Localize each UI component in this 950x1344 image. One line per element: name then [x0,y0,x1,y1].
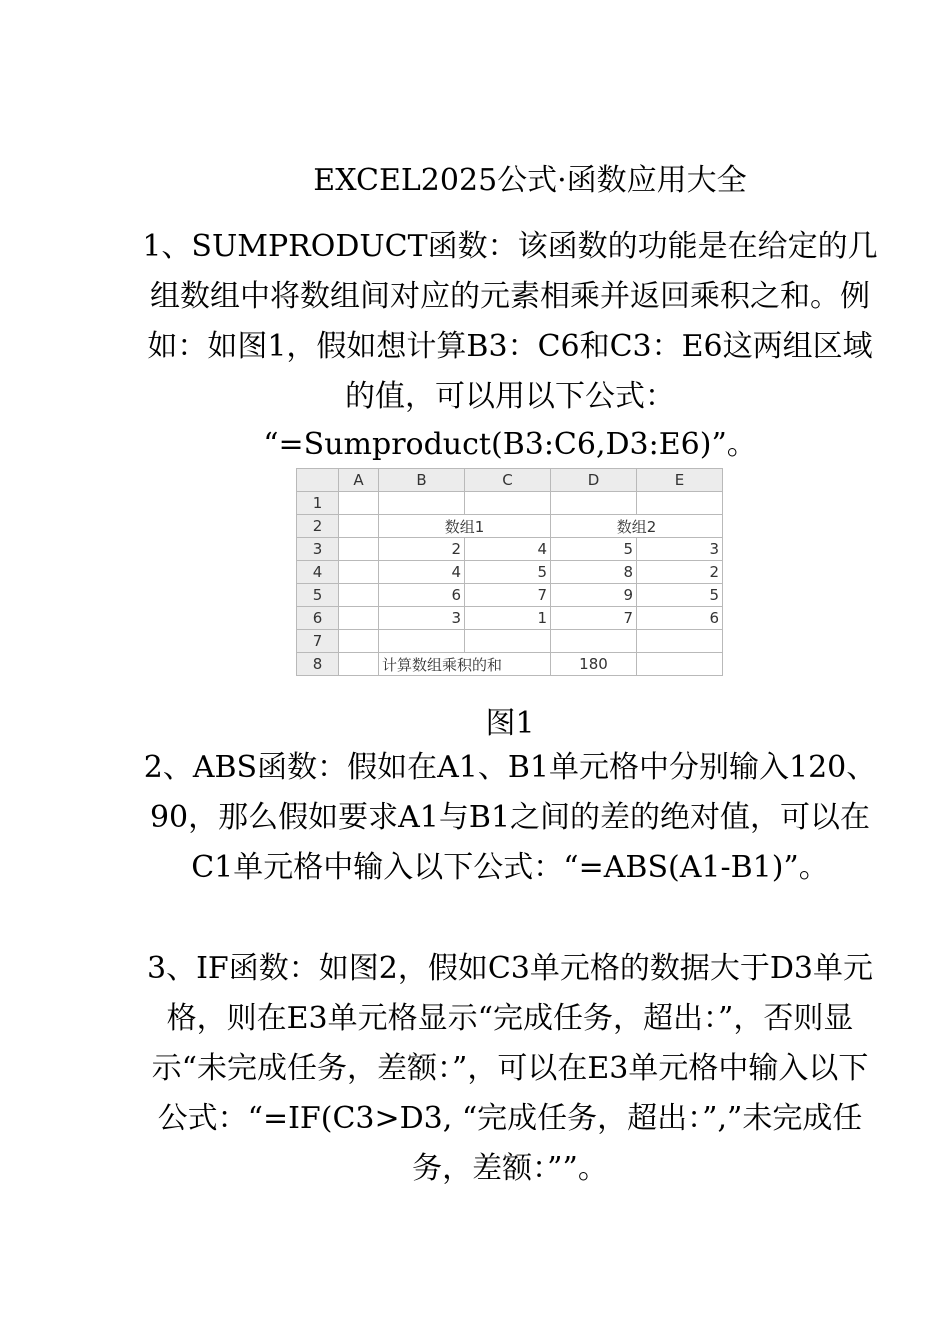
cell [379,492,465,515]
cell [339,630,379,653]
cell [339,584,379,607]
cell: 5 [465,561,551,584]
table-row [297,538,723,561]
if-paragraph: 3、IF函数：如图2，假如C3单元格的数据大于D3单元格，则在E3单元格显示“完成任务，超出：”，否则显示“未完成任务，差额：”，可以在E3单元格中输入以下公式：“=IF(C3>D3, “完成任务，超出：”,”未完成任务，差额：””。 [146,951,874,1186]
cell: 7 [465,584,551,607]
row-number: 1 [297,492,339,515]
group2-label: 数组2 [551,515,723,538]
cell [637,653,723,676]
row-number: 4 [297,561,339,584]
cell [551,630,637,653]
cell [379,630,465,653]
document-title: EXCEL2025公式·函数应用大全 [313,163,747,198]
result-value: 180 [551,653,637,676]
corner-cell [297,469,339,492]
row-number: 6 [297,607,339,630]
cell: 2 [379,538,465,561]
table-row [297,584,723,607]
cell [637,492,723,515]
sumproduct-formula: “=Sumproduct(B3:C6,D3:E6)”。 [263,427,757,462]
row-number: 5 [297,584,339,607]
row-number: 2 [297,515,339,538]
cell [339,538,379,561]
figure-caption: 图1 [485,706,535,741]
cell: 2 [637,561,723,584]
table-row [297,561,723,584]
table-row [297,515,723,538]
column-header: B [379,469,465,492]
group1-label: 数组1 [379,515,551,538]
cell: 9 [551,584,637,607]
cell [339,561,379,584]
cell: 6 [637,607,723,630]
cell [637,630,723,653]
cell: 5 [637,584,723,607]
column-header: C [465,469,551,492]
table-row [297,653,723,676]
table-row [297,630,723,653]
sumproduct-paragraph: 1、SUMPRODUCT函数：该函数的功能是在给定的几组数组中将数组间对应的元素相乘并返回乘积之和。例如：如图1，假如想计算B3：C6和C3：E6这两组区域的值，可以用以下公式： [142,229,878,414]
cell: 3 [379,607,465,630]
column-header-row [297,469,723,492]
cell [465,492,551,515]
cell: 1 [465,607,551,630]
column-header: A [339,469,379,492]
cell [339,607,379,630]
result-label: 计算数组乘积的和 [379,653,551,676]
cell: 5 [551,538,637,561]
cell: 6 [379,584,465,607]
cell: 4 [465,538,551,561]
cell: 3 [637,538,723,561]
cell [465,630,551,653]
column-header: D [551,469,637,492]
table-row [297,607,723,630]
table-row [297,492,723,515]
cell: 8 [551,561,637,584]
abs-paragraph: 2、ABS函数：假如在A1、B1单元格中分别输入120、90，那么假如要求A1与B1之间的差的绝对值，可以在C1单元格中输入以下公式：“=ABS(A1-B1)”。 [143,750,877,885]
cell [339,515,379,538]
column-header: E [637,469,723,492]
cell: 4 [379,561,465,584]
cell [339,492,379,515]
cell: 7 [551,607,637,630]
spreadsheet-figure [296,468,723,676]
row-number: 7 [297,630,339,653]
row-number: 3 [297,538,339,561]
cell [551,492,637,515]
row-number: 8 [297,653,339,676]
cell [339,653,379,676]
